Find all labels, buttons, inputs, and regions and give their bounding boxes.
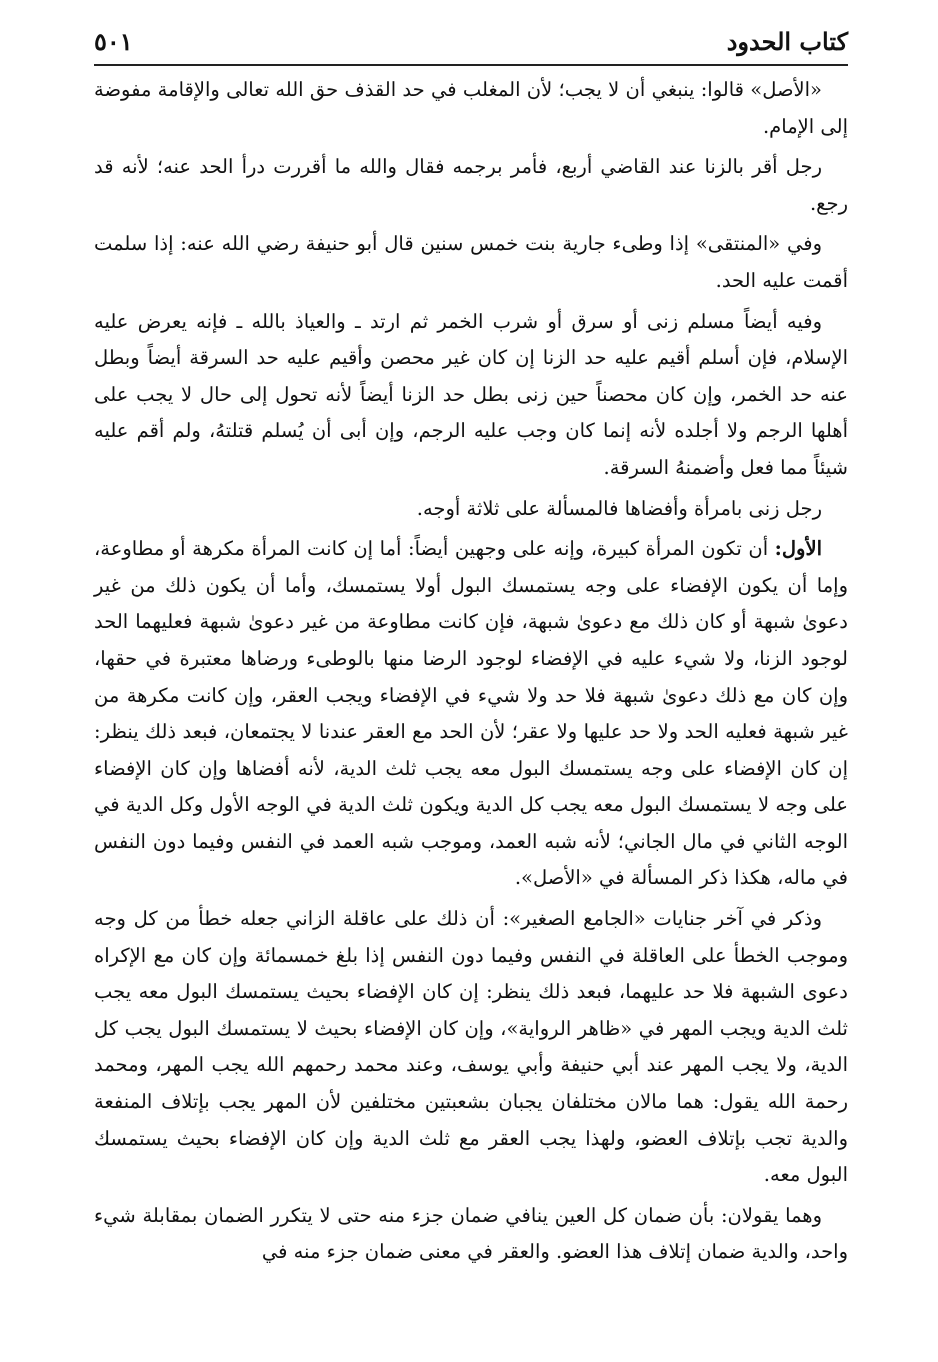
paragraph: [94, 226, 848, 299]
paragraph: [94, 72, 848, 145]
paragraph-text: وذكر في آخر جنايات «الجامع الصغير»: أن ذلك على عاقلة الزاني جعله خطأ من كل وجه وموجب الخطأ على العاقلة في النفس وفيما دون النفس إذا بلغ خمسمائة وإن كان مع الإكراه دعوى الشبهة فلا حد عليهما، فبعد ذلك ينظر: إن كان الإفضاء بحيث يستمسك البول معه يجب ثلث الدية ويجب المهر في «ظاهر الرواية»، وإن كان الإفضاء بحيث لا يستمسك البول يجب كل الدية، ولا يجب المهر عند أبي حنيفة وأبي يوسف، وعند محمد رحمهم الله يجب المهر، ومحمد رحمة الله يقول: هما مالان مختلفان يجبان بشعبتين مختلفين لأن المهر يجب بإتلاف المنفعة والدية تجب بإتلاف العضو، ولهذا يجب العقر مع ثلث الدية وإن كان الإفضاء بحيث يستمسك البول معه.: [94, 907, 848, 1187]
paragraph: [94, 149, 848, 222]
paragraph-text: أن تكون المرأة كبيرة، وإنه على وجهين أيضاً: أما إن كانت المرأة مكرهة أو مطاوعة، وإما أن يكون الإفضاء على وجه يستمسك البول أولا يستمسك، وأما أن يكون ذلك من غير دعوىٰ شبهة أو كان ذلك مع دعوىٰ شبهة، فإن كانت مطاوعة من غير دعوىٰ شبهة فعليهما الحد لوجود الزنا، ولا شيء عليه في الإفضاء لوجود الرضا منها بالوطىء ورضاها معتبرة في حقها، وإن كان مع ذلك دعوىٰ شبهة فلا حد ولا شيء في الإفضاء ويجب العقر، وإن كانت مكرهة من غير شبهة فعليه الحد ولا حد عليها ولا عقر؛ لأن الحد مع العقر عندنا لا يجتمعان، فبعد ذلك ينظر: إن كان الإفضاء على وجه يستمسك البول معه يجب ثلث الدية، لأنه أفضاها وإن كان الإفضاء على وجه لا يستمسك البول معه يجب كل الدية ويكون ثلث الدية في الوجه الأول وكل الدية في الوجه الثاني في مال الجاني؛ لأنه شبه العمد، وموجب شبه العمد في النفس وفيما دون النفس في ماله، هكذا ذكر المسألة في «الأصل».: [94, 537, 848, 890]
paragraph: [94, 531, 848, 897]
paragraph-text: «الأصل» قالوا: ينبغي أن لا يجب؛ لأن المغلب في حد القذف حق الله تعالى والإقامة مفوضة إلى الإمام.: [94, 78, 848, 138]
body-text: [94, 72, 848, 1271]
paragraph-lead: الأول:: [774, 537, 822, 561]
paragraph: [94, 491, 848, 528]
paragraph-text: وهما يقولان: بأن ضمان كل العين ينافي ضمان جزء منه حتى لا يتكرر الضمان بمقابلة شيء واحد، والدية ضمان إتلاف هذا العضو. والعقر في معنى ضمان جزء منه في: [94, 1203, 848, 1264]
paragraph-text: رجل زنى بامرأة وأفضاها فالمسألة على ثلاثة أوجه.: [416, 496, 822, 520]
chapter-title: كتاب الحدود: [726, 27, 848, 56]
paragraph-text: وفيه أيضاً مسلم زنى أو سرق أو شرب الخمر ثم ارتد ـ والعياذ بالله ـ فإنه يعرض عليه الإسلام، فإن أسلم أقيم عليه حد الزنا إن كان غير محصن وأقيم عليه حد السرقة أيضاً وبطل عنه حد الخمر، وإن كان محصناً حين زنى بطل حد الزنا أيضاً لأنه تحول إلى حال لا يجب على أهلها الرجم ولا أجلده لأنه إنما كان وجب عليه الرجم، وإن أبى أن يُسلم قتلتهُ، ولم أقم عليه شيئاً مما فعل وأضمنهُ السرقة.: [94, 309, 848, 479]
paragraph: [94, 304, 848, 487]
paragraph-text: رجل أقر بالزنا عند القاضي أربع، فأمر برجمه فقال والله ما أقررت درأ الحد عنه؛ لأنه قد رجع.: [94, 155, 848, 215]
page-number: ٥٠١: [94, 27, 133, 56]
paragraph: [94, 901, 848, 1194]
page-header: [94, 22, 848, 66]
paragraph-text: وفي «المنتقى» إذا وطىء جارية بنت خمس سنين قال أبو حنيفة رضي الله عنه: إذا سلمت أقمت عليه الحد.: [94, 232, 848, 292]
paragraph: [94, 1198, 848, 1271]
